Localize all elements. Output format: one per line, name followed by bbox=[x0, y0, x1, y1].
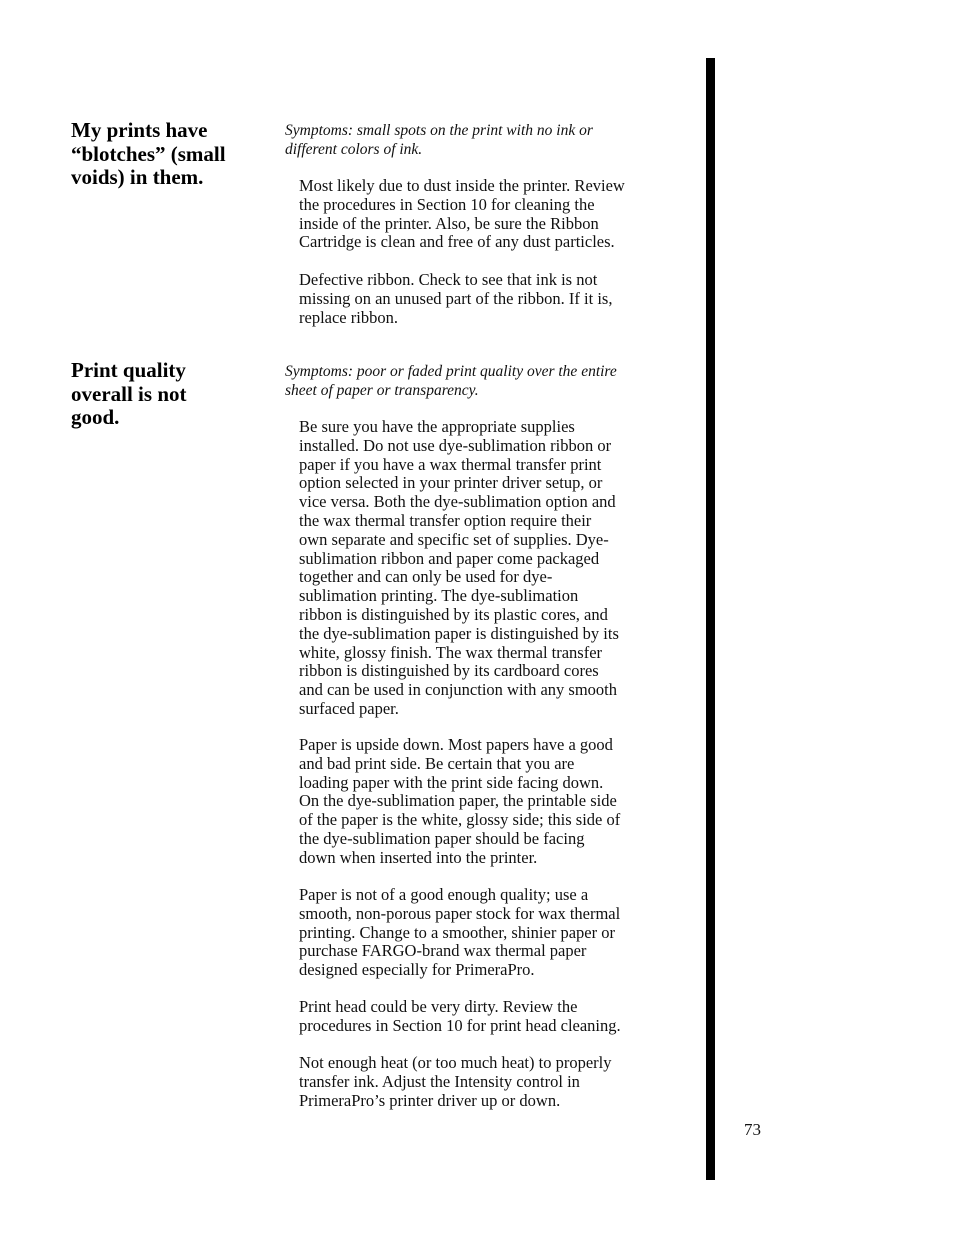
text-line: paper if you have a wax thermal transfer print bbox=[299, 454, 602, 474]
text-line: and can be used in conjunction with any smooth bbox=[299, 680, 618, 700]
symptom-line: different colors of ink. bbox=[285, 141, 423, 158]
section-heading-blotches bbox=[71, 119, 271, 190]
text-line: Paper is upside down. Most papers have a good bbox=[299, 735, 613, 754]
text-line: smooth, non-porous paper stock for wax thermal bbox=[299, 903, 621, 923]
text-line: Print head could be very dirty. Review the bbox=[299, 997, 578, 1016]
text-line: Be sure you have the appropriate supplies bbox=[299, 417, 575, 436]
text-line: together and can only be used for dye- bbox=[299, 567, 553, 587]
heading-line: “blotches” (small bbox=[71, 141, 226, 166]
text-line: the dye-sublimation paper should be facing bbox=[299, 828, 585, 848]
heading-line: Print quality bbox=[71, 358, 186, 382]
text-line: Paper is not of a good enough quality; use a bbox=[299, 885, 589, 904]
text-line: own separate and specific set of supplies. Dye- bbox=[299, 529, 609, 549]
text-line: sublimation printing. The dye-sublimation bbox=[299, 586, 579, 606]
symptom-line: Symptoms: poor or faded print quality over the entire bbox=[285, 363, 617, 380]
paragraph-upside-down bbox=[299, 736, 684, 868]
paragraph-paper-quality bbox=[299, 886, 684, 980]
text-line: transfer ink. Adjust the Intensity control in bbox=[299, 1071, 580, 1091]
text-line: procedures in Section 10 for print head cleaning. bbox=[299, 1015, 621, 1035]
section-heading-print-quality bbox=[71, 359, 271, 430]
text-line: Cartridge is clean and free of any dust particles. bbox=[299, 232, 615, 252]
heading-line: My prints have bbox=[71, 118, 208, 142]
heading-line: overall is not bbox=[71, 381, 187, 406]
text-line: Most likely due to dust inside the printer. Review bbox=[299, 176, 625, 195]
text-line: vice versa. Both the dye-sublimation option and bbox=[299, 492, 616, 512]
text-line: inside of the printer. Also, be sure the Ribbon bbox=[299, 213, 599, 233]
symptoms-print-quality bbox=[285, 362, 685, 400]
text-line: PrimeraPro’s printer driver up or down. bbox=[299, 1090, 561, 1110]
text-line: down when inserted into the printer. bbox=[299, 847, 538, 867]
text-line: the wax thermal transfer option require their bbox=[299, 510, 592, 530]
paragraph-defective-ribbon bbox=[299, 271, 684, 327]
text-line: sublimation ribbon and paper come packaged bbox=[299, 548, 600, 568]
page-number: 73 bbox=[744, 1120, 761, 1139]
text-line: the dye-sublimation paper is distinguished by its bbox=[299, 623, 619, 643]
text-line: ribbon is distinguished by its cardboard cores bbox=[299, 661, 599, 681]
paragraph-heat bbox=[299, 1054, 684, 1110]
symptom-line: Symptoms: small spots on the print with no ink or bbox=[285, 122, 593, 139]
text-line: surfaced paper. bbox=[299, 698, 399, 718]
heading-line: voids) in them. bbox=[71, 165, 204, 189]
text-line: Defective ribbon. Check to see that ink is not bbox=[299, 270, 598, 289]
text-line: of the paper is the white, glossy side; this side of bbox=[299, 810, 621, 830]
text-line: replace ribbon. bbox=[299, 307, 398, 327]
text-line: printing. Change to a smoother, shinier paper or bbox=[299, 922, 615, 942]
symptom-line: sheet of paper or transparency. bbox=[285, 382, 479, 399]
heading-line: good. bbox=[71, 405, 120, 429]
text-line: and bad print side. Be certain that you are bbox=[299, 753, 575, 773]
paragraph-supplies bbox=[299, 418, 684, 719]
text-line: the procedures in Section 10 for cleaning the bbox=[299, 194, 595, 214]
text-line: loading paper with the print side facing down. bbox=[299, 772, 604, 792]
paragraph-print-head bbox=[299, 998, 684, 1036]
text-line: white, glossy finish. The wax thermal transfer bbox=[299, 642, 603, 662]
text-line: option selected in your printer driver setup, or bbox=[299, 473, 603, 493]
margin-bar bbox=[706, 58, 715, 1180]
text-line: On the dye-sublimation paper, the printable side bbox=[299, 791, 617, 811]
text-line: designed especially for PrimeraPro. bbox=[299, 960, 535, 980]
text-line: purchase FARGO-brand wax thermal paper bbox=[299, 941, 587, 961]
text-line: missing on an unused part of the ribbon. If it is, bbox=[299, 288, 613, 308]
text-line: ribbon is distinguished by its plastic cores, and bbox=[299, 604, 608, 624]
symptoms-blotches bbox=[285, 121, 685, 159]
text-line: installed. Do not use dye-sublimation ribbon or bbox=[299, 435, 612, 455]
paragraph-dust bbox=[299, 177, 684, 252]
text-line: Not enough heat (or too much heat) to properly bbox=[299, 1053, 612, 1072]
